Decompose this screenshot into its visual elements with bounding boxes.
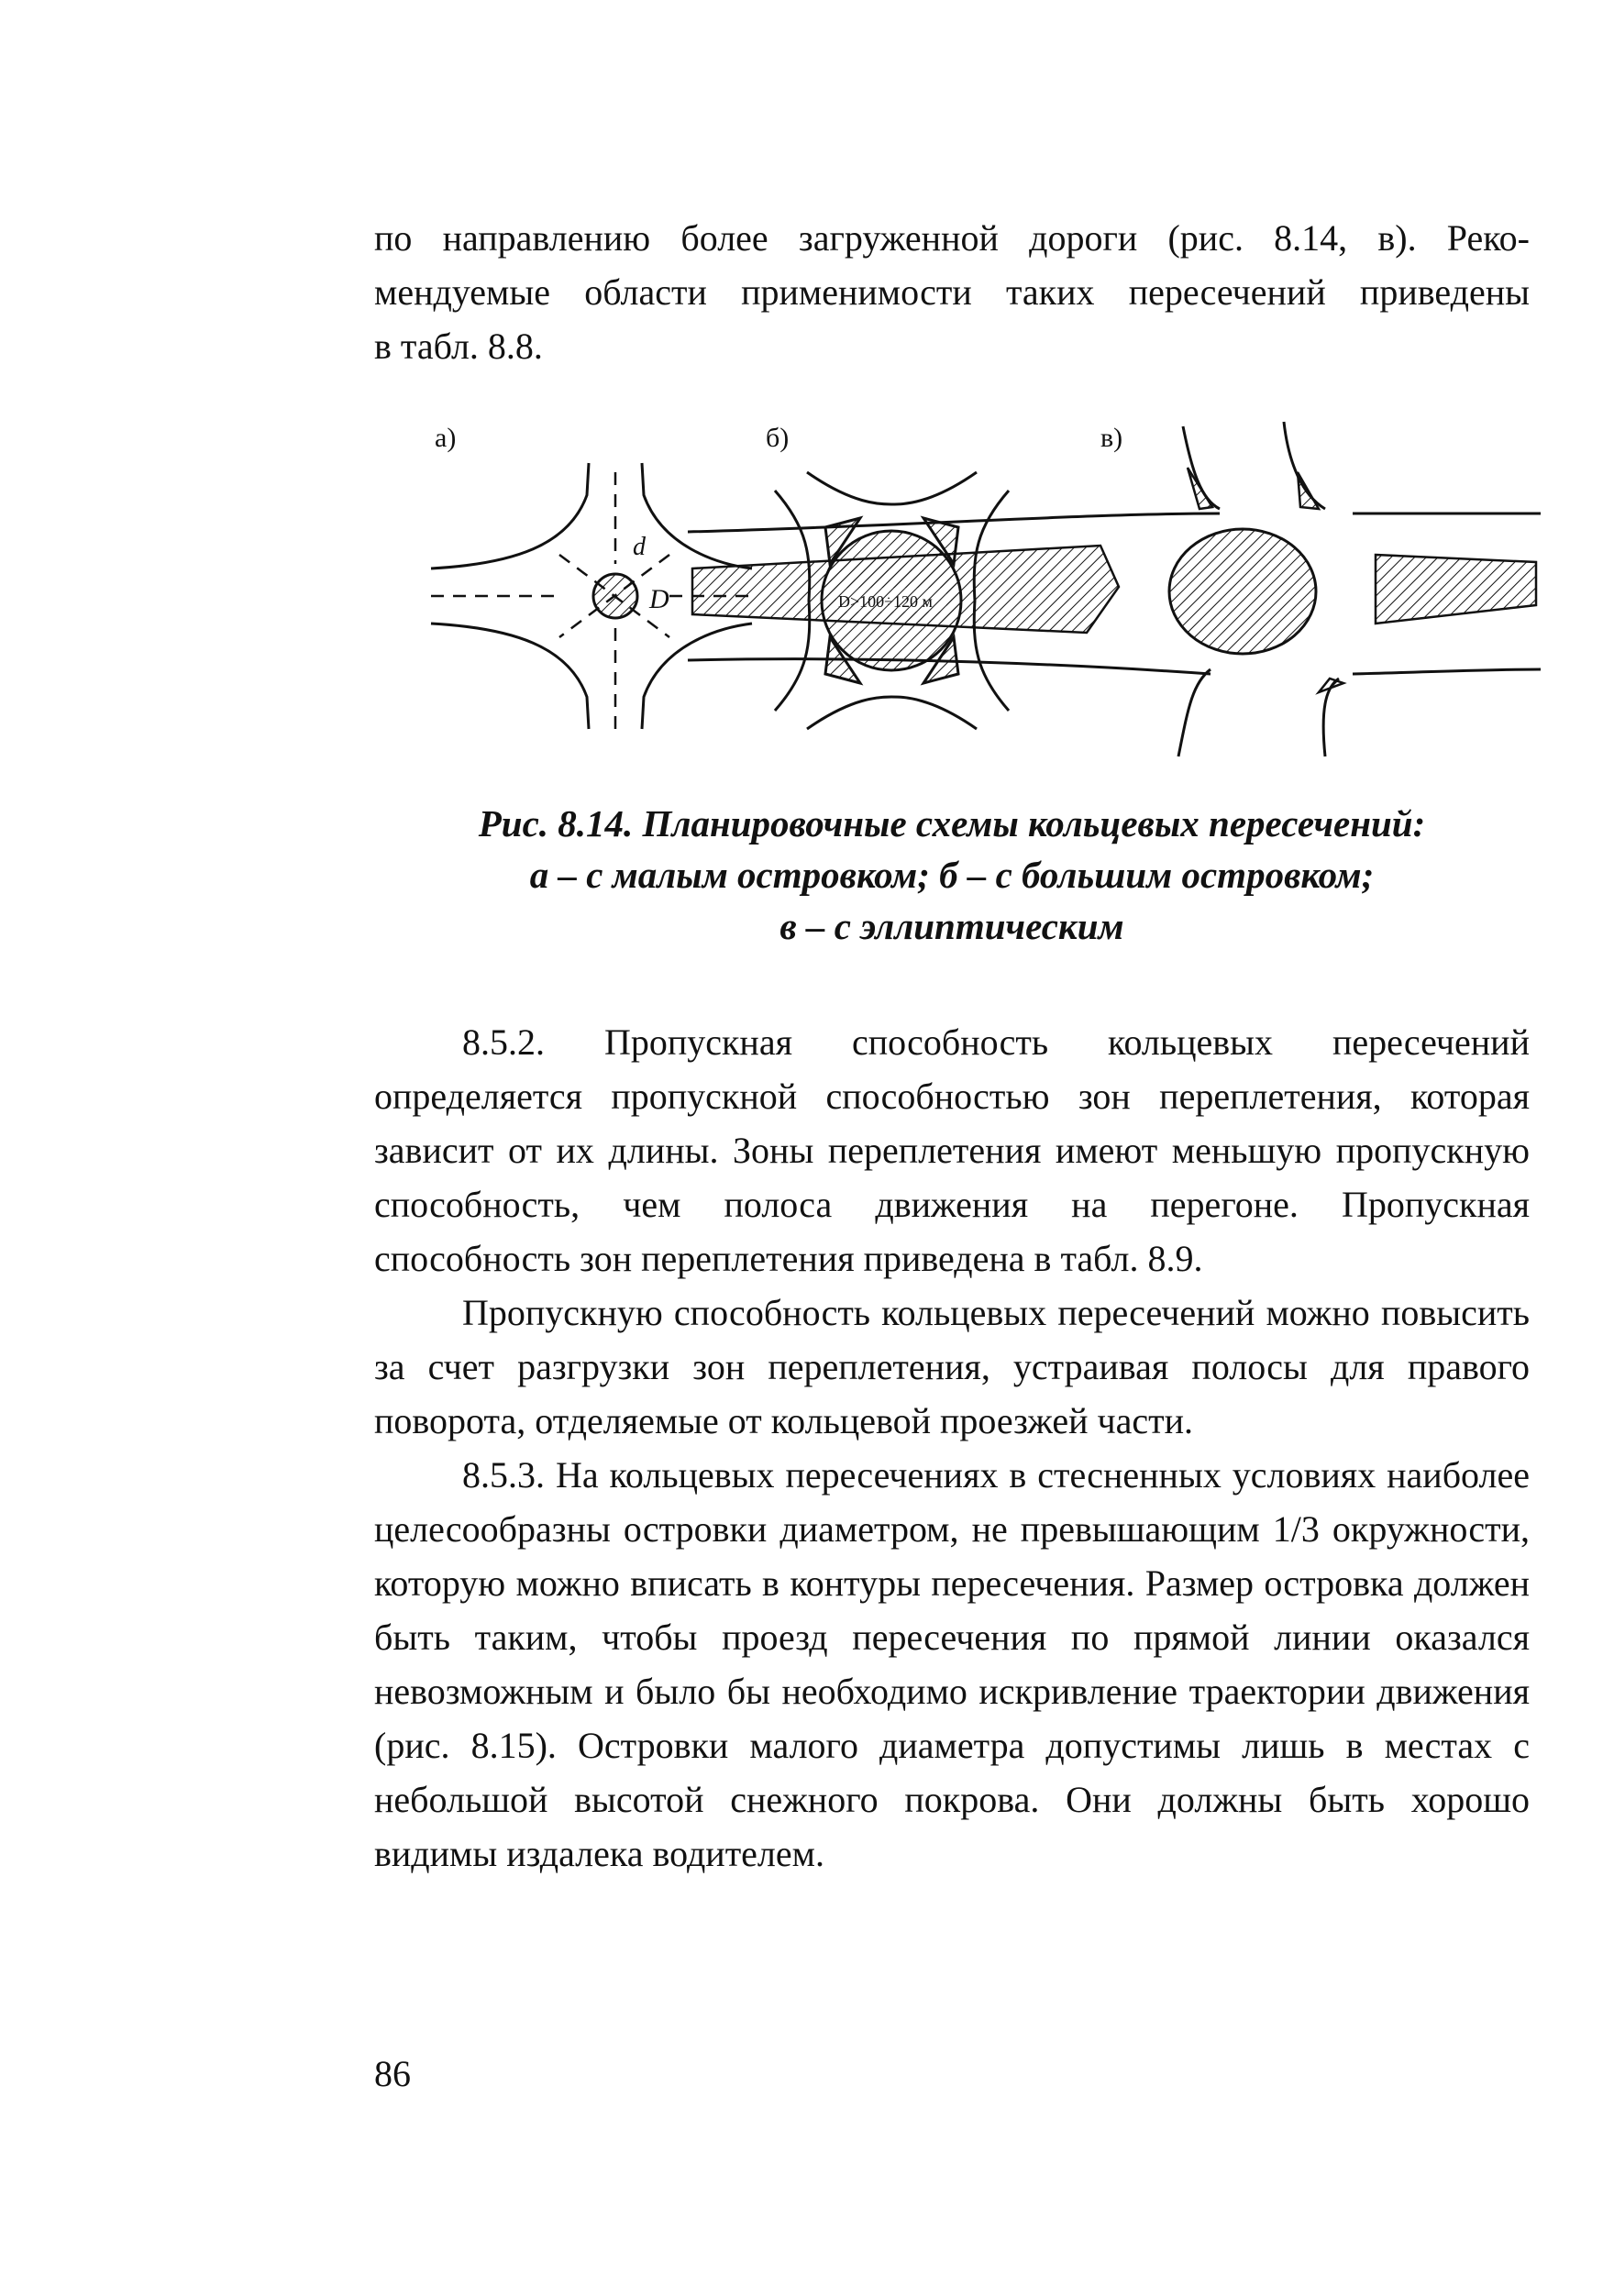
diagram-a-d-label: d [633,533,646,561]
diagram-c-elliptic-island [688,422,1541,756]
label-a: а) [435,423,457,453]
label-b: б) [766,423,790,453]
paragraph-capacity: Пропускную способность кольцевых пересечений можно повысить за счет разгрузки зон переплетения, устраивая полосы для правого поворота, отделяемые от кольцевой проезжей части. [374,1292,1530,1441]
page-number: 86 [374,2053,411,2094]
caption-line-2: а – с малым островком; б – с большим островком; [529,854,1375,896]
paragraph-8-5-2: 8.5.2. Пропускная способность кольцевых пересечений определяется пропускной способностью зон переплетения, которая зависит от их длины. Зоны переплетения имеют меньшую пропускную способность, чем полоса движения на перегоне. Пропускная способность зон переплетения приведена в табл. 8.9. [374,1021,1530,1279]
label-c: в) [1100,423,1123,453]
figure-8-14 [422,417,1541,766]
intro-paragraph [374,211,1530,373]
caption-line-3: в – с эллиптическим [779,905,1124,947]
diagram-a-D-label: D [649,584,669,614]
intro-line-3: в табл. 8.8. [374,326,543,367]
paragraph-8-5-3: 8.5.3. На кольцевых пересечениях в стесненных условиях наиболее целесообразны островки диаметром, не превышающим 1/3 окружности, которую можно вписать в контуры пересечения. Размер островка должен быть таким, чтобы проезд пересечения по прямой линии оказался невозможным и было бы необходимо искривление траектории движения (рис. 8.15). Островки малого диаметра допустимы лишь в местах с небольшой высотой снежного покрова. Они должны быть хорошо видимы издалека водителем. [374,1454,1530,1874]
intro-line-1: по направлению более загруженной дороги (рис. 8.14, в). Реко- [374,217,1530,259]
caption-line-1: Рис. 8.14. Планировочные схемы кольцевых пересечений: [478,802,1426,844]
figure-caption [374,798,1530,952]
body-text [374,1015,1530,1881]
intro-line-2: мендуемые области применимости таких пересечений приведены [374,271,1530,313]
